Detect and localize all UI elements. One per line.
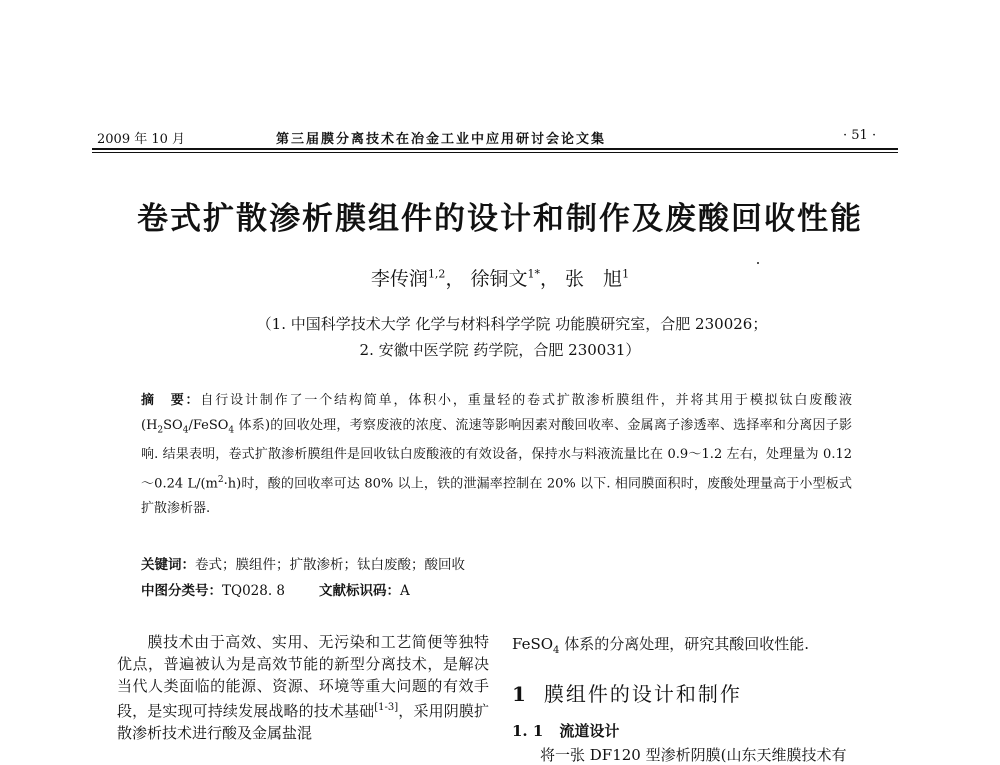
author-name: 徐铜文 (470, 268, 528, 290)
subsection-number: 1. 1 (512, 722, 544, 740)
formula-subscript: 4 (553, 645, 560, 656)
author-affiliation-mark: 1* (527, 267, 540, 281)
classification (141, 579, 410, 599)
body-text: 体系的分离处理，研究其酸回收性能. (559, 635, 809, 653)
author-affiliation-mark: 1,2 (427, 267, 446, 281)
formula-subscript: 4 (228, 425, 235, 436)
citation-reference: [1-3] (374, 702, 399, 713)
abstract-text: /FeSO (188, 417, 229, 433)
affiliation-line-2: 2. 安徽中医学院 药学院，合肥 230031） (359, 341, 641, 359)
author-name: 李传润 (370, 268, 428, 290)
abstract-label: 摘 要： (141, 393, 201, 408)
abstract-text: 体系)的回收处理，考察废液的浓度、流速等影响因素对酸回收率、金属离子渗透率、选择率和分离因子影响. 结果表明，卷式扩散渗析膜组件是回收钛白废酸液的有效设备，保持水与料液流量比在 0.9～1.2 左右，处理量为 0.12～0.24 L/(m (141, 417, 852, 492)
body-paragraph: 膜技术由于高效、实用、无污染和工艺简便等独特优点，普遍被认为是高效节能的新型分离技术，是解决当代人类面临的能源、资源、环境等重大问题的有效手段，是实现可持续发展战略的技术基础 (117, 633, 489, 720)
classification-label: 中图分类号： (141, 583, 222, 599)
paper-title: 卷式扩散渗析膜组件的设计和制作及废酸回收性能 (137, 201, 863, 237)
header-rule-thin (92, 152, 898, 153)
abstract (141, 389, 852, 521)
author-name: 张 旭 (565, 268, 623, 290)
body-right-continuation (512, 633, 809, 656)
author-list: 李传润$^{1,2}$， 徐铜文$^{1*}$， 张 旭$^1$ (370, 267, 630, 290)
header-page-number: · 51 · (843, 128, 877, 143)
formula-subscript: 2 (157, 425, 164, 436)
abstract-text: SO (163, 417, 183, 433)
abstract-text: ·h)时，酸的回收率可达 80% 以上，铁的泄漏率控制在 20% 以下. 相同膜面积时，废酸处理量高于小型板式扩散渗析器. (141, 476, 852, 516)
keywords-text: 卷式；膜组件；扩散渗析；钛白废酸；酸回收 (195, 557, 465, 573)
document-code-value: A (400, 583, 410, 599)
body-text: FeSO (512, 635, 554, 653)
keywords (141, 553, 465, 573)
header-rule-thick (92, 148, 898, 150)
affiliation-line-1: （1. 中国科学技术大学 化学与材料科学学院 功能膜研究室，合肥 230026； (256, 315, 768, 333)
section-number: 1 (512, 682, 526, 706)
keywords-label: 关键词： (141, 557, 195, 573)
document-code-label: 文献标识码： (319, 583, 401, 599)
author-affiliation-mark: 1 (622, 267, 630, 281)
body-paragraph: ，采用阴膜扩散渗析技术进行酸及金属盐混 (117, 702, 489, 742)
header-date: 2009 年 10 月 (97, 132, 186, 147)
body-text-line: 将一张 DF120 型渗析阴膜(山东天维膜技术有 (540, 746, 847, 764)
classification-value: TQ028. 8 (222, 583, 286, 599)
body-left-column (117, 631, 489, 744)
header-proceedings-title: 第三届膜分离技术在冶金工业中应用研讨会论文集 (276, 132, 607, 147)
formula-subscript: 4 (182, 425, 189, 436)
section-heading (512, 678, 742, 707)
subsection-heading (512, 720, 619, 741)
subsection-title: 流道设计 (559, 722, 620, 740)
unit-superscript: 2 (217, 474, 224, 485)
section-title: 膜组件的设计和制作 (543, 682, 742, 706)
abstract-text: 自行设计制作了一个结构简单，体积小，重量轻的卷式扩散渗析膜组件，并将其用于模拟钛白废酸液(H (141, 393, 852, 433)
